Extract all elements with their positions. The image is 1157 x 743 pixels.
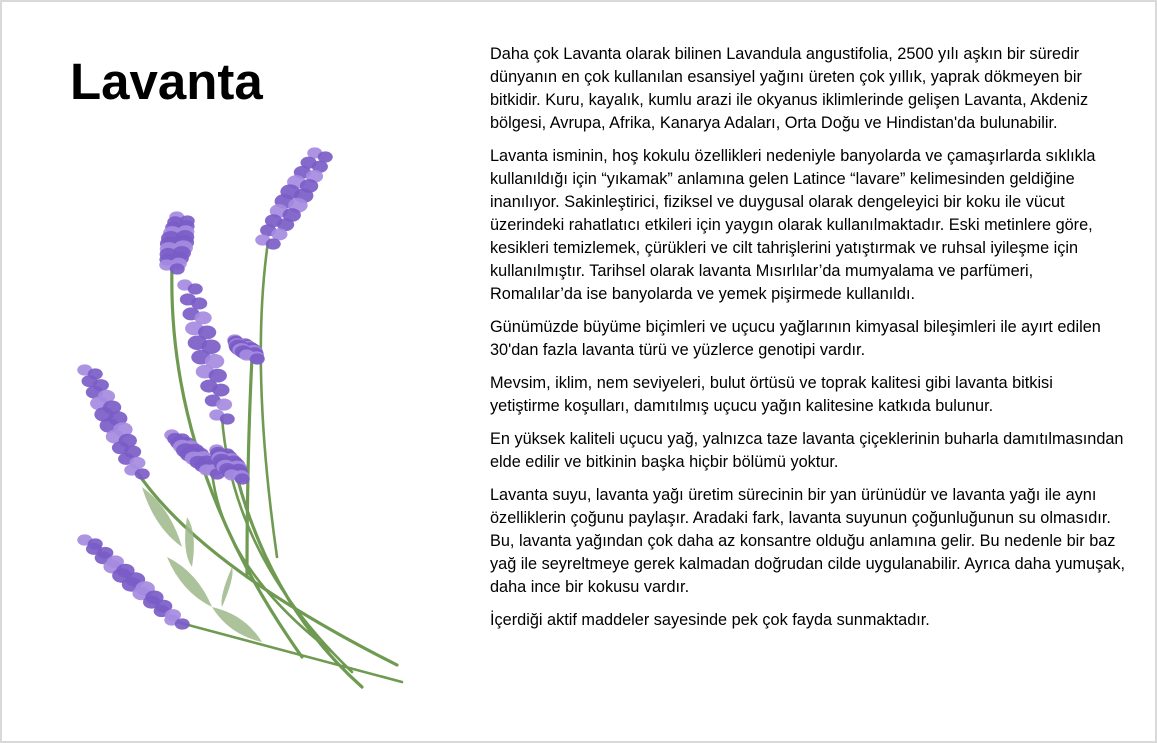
leaf (167, 557, 212, 607)
floret (250, 353, 265, 364)
leaf (221, 567, 232, 607)
paragraph: En yüksek kaliteli uçucu yağ, yalnızca taze lavanta çiçeklerinin buharla damıtılmasından elde edilir ve bitkinin başka hiçbir bölümü yoktur. (490, 430, 1124, 471)
floret (212, 384, 229, 397)
floret (220, 413, 235, 424)
floret (170, 263, 185, 274)
paragraph: Lavanta isminin, hoş kokulu özellikleri nedeniyle banyolarda ve çamaşırlarda sıklıkla kullanıldığı için “yıkamak” anlamına gelen Latince “lavare” kelimesinden geldiğine inanılıyor. Sakinleştirici, fiziksel ve duygusal olarak dengeleyici bir koku ile vücut üzerindeki rahatlatıcı etkileri için yaygın olarak kullanılmaktadır. Eski metinlere göre, kesikleri temizlemek, çürükleri ve cilt tahrişlerini yatıştırmak ve ruhsal iyileşme için kullanılmıştır. Tarihsel olarak lavanta Mısırlılar’da mumyalama ve parfümeri, Romalılar’da ise banyolarda ve yemek pişirmede kullanıldı. (490, 147, 1096, 303)
stem (247, 357, 252, 577)
paragraph: İçerdiği aktif maddeler sayesinde pek çok fayda sunmaktadır. (490, 611, 930, 629)
floret (191, 297, 207, 309)
floret (188, 283, 203, 294)
floret (235, 473, 250, 484)
paragraph: Lavanta suyu, lavanta yağı üretim sürecinin bir yan ürünüdür ve lavanta yağı ile aynı özelliklerin çoğunu paylaşır. Aradaki fark, lavanta suyunun çoğunluğunun su olmasıdır. Bu, lavanta yağından çok daha az konsantre olduğu anlamına gelir. Bu nedenle bir baz yağ ile seyreltmeye gerek kalmadan doğrudan cilde uygulanabilir. Ayrıca daha yumuşak, daha ince bir kokusu vardır. (490, 486, 1126, 596)
paragraph: Daha çok Lavanta olarak bilinen Lavandula angustifolia, 2500 yılı aşkın bir süredir dünyanın en çok kullanılan esansiyel yağını üreten çok yıllık, yaprak dökmeyen bir bitkidir. Kuru, kayalık, kumlu arazi ile okyanus iklimlerinde gelişen Lavanta, Akdeniz bölgesi, Avrupa, Afrika, Kanarya Adaları, Orta Doğu ve Hindistan'da bulunabilir. (490, 45, 1089, 132)
floret (175, 618, 190, 629)
stem (261, 242, 277, 557)
body-text (490, 43, 1126, 642)
paragraph: Mevsim, iklim, nem seviyeleri, bulut örtüsü ve toprak kalitesi gibi lavanta bitkisi yetiştirme koşulları, damıtılmış uçucu yağın kalitesine katkıda bulunur. (490, 374, 1053, 415)
lavender-sprigs-icon (72, 137, 422, 707)
floret (266, 238, 281, 249)
floret (135, 468, 150, 479)
page-title: Lavanta (70, 53, 263, 110)
paragraph: Günümüzde büyüme biçimleri ve uçucu yağlarının kimyasal bileşimleri ile ayırt edilen 30'dan fazla lavanta türü ve yüzlerce genotipi vardır. (490, 318, 1101, 359)
leaf (185, 517, 194, 567)
floret (216, 399, 232, 411)
